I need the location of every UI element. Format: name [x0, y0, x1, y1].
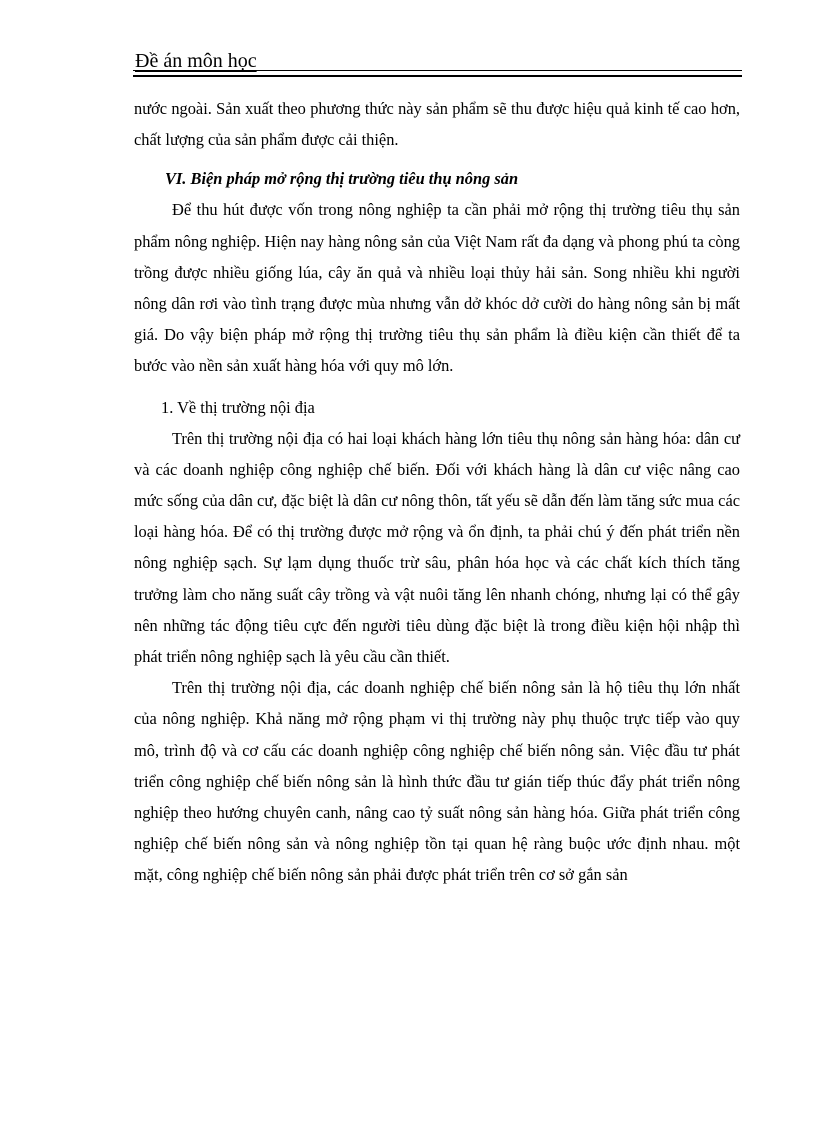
section-heading: VI. Biện pháp mở rộng thị trường tiêu thụ nông sản	[165, 169, 519, 189]
header-rule	[133, 70, 742, 77]
paragraph-section-intro: Để thu hút được vốn trong nông nghiệp ta cần phải mở rộng thị trường tiêu thụ sản phẩm nông nghiệp. Hiện nay hàng nông sản của Việt Nam rất đa dạng và phong phú ta còng trồng được nhiều giống lúa, cây ăn quả và nhiều loại thủy hải sản. Song nhiều khi người nông dân rơi vào tình trạng được mùa nhưng vẫn dở khóc dở cười do hàng nông sản bị mất giá. Do vậy biện pháp mở rộng thị trường tiêu thụ sản phẩm là điều kiện cần thiết để ta bước vào nền sản xuất hàng hóa với quy mô lớn.	[134, 200, 740, 376]
paragraph-continuation: nước ngoài. Sản xuất theo phương thức này sản phẩm sẽ thu được hiệu quả kinh tế cao hơn, chất lượng của sản phẩm được cải thiện.	[134, 99, 740, 150]
paragraph-domestic-1: Trên thị trường nội địa có hai loại khách hàng lớn tiêu thụ nông sản hàng hóa: dân cư và các doanh nghiệp công nghiệp chế biến. Đối với khách hàng là dân cư việc nâng cao mức sống của dân cư, đặc biệt là dân cư nông thôn, tất yếu sẽ dẫn đến làm tăng sức mua các loại hàng hóa. Để có thị trường được mở rộng và ổn định, ta phải chú ý đến phát triển nền nông nghiệp sạch. Sự lạm dụng thuốc trừ sâu, phân hóa học và các chất kích thích tăng trưởng làm cho năng suất cây trồng và vật nuôi tăng lên nhanh chóng, nhưng lại có thể gây nên những tác động tiêu cực đến người tiêu dùng đặc biệt là trong điều kiện hội nhập thì phát triển nông nghiệp sạch là yêu cầu cần thiết.	[134, 428, 740, 667]
header-title: Đề án môn học	[135, 50, 257, 72]
subsection-heading: 1. Về thị trường nội địa	[161, 397, 315, 417]
paragraph-domestic-2: Trên thị trường nội địa, các doanh nghiệp chế biến nông sản là hộ tiêu thụ lớn nhất của nông nghiệp. Khả năng mở rộng phạm vi thị trường này phụ thuộc trực tiếp vào quy mô, trình độ và cơ cấu các doanh nghiệp công nghiệp chế biến nông sản. Việc đầu tư phát triển công nghiệp chế biến nông sản là hình thức đầu tư gián tiếp thúc đẩy phát triển nông nghiệp theo hướng chuyên canh, nâng cao tỷ suất nông sản hàng hóa. Giữa phát triển công nghiệp chế biến nông sản và nông nghiệp tồn tại quan hệ ràng buộc ước định nhau. một mặt, công nghiệp chế biến nông sản phải được phát triển trên cơ sở gắn sản	[134, 678, 740, 885]
document-body	[134, 93, 740, 891]
